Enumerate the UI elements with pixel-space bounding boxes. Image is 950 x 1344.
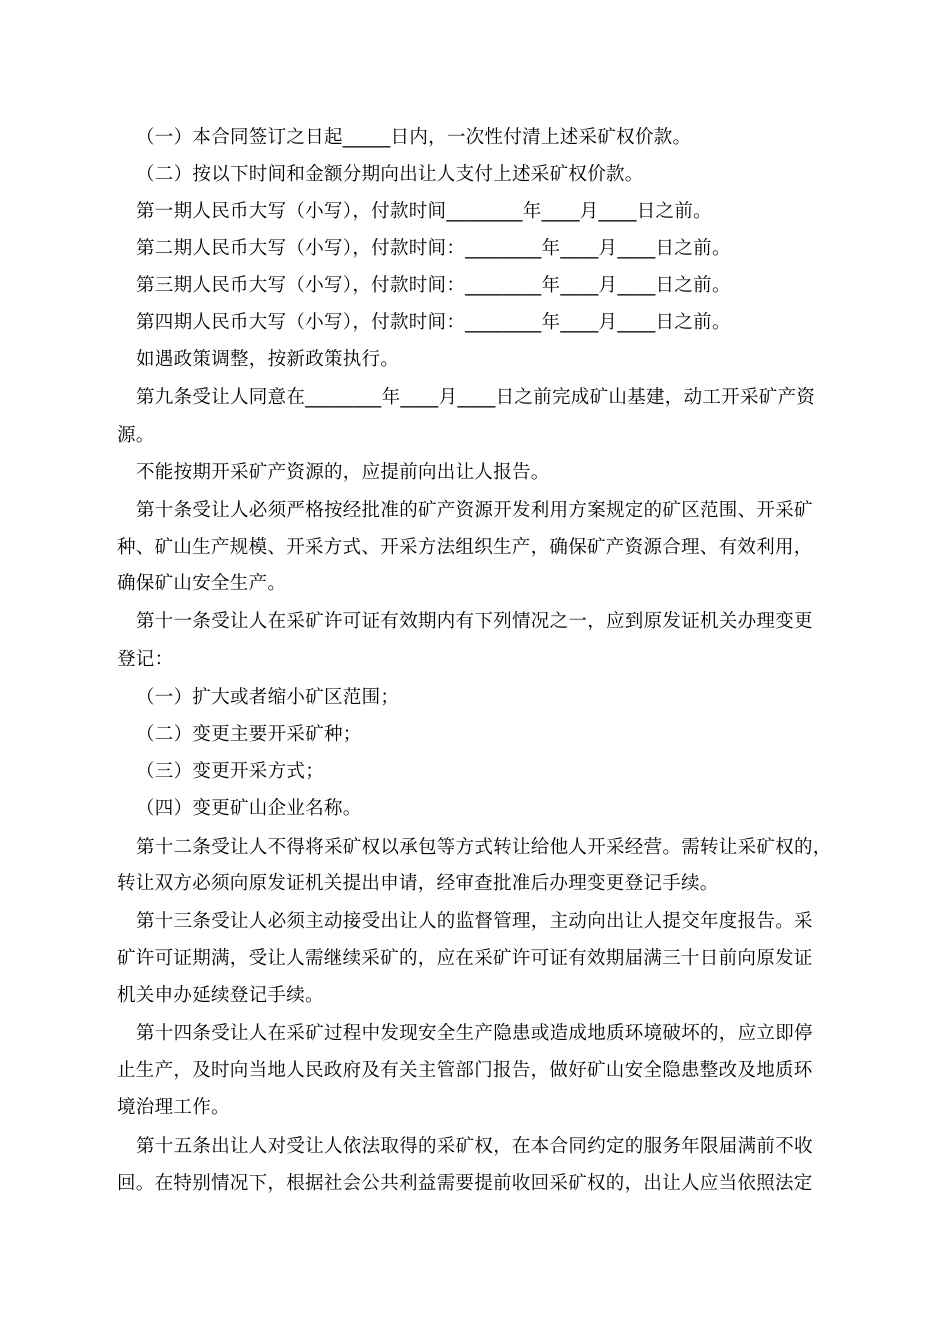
- paragraph-line: 第十条受让人必须严格按经批准的矿产资源开发利用方案规定的矿区范围、开采矿: [136, 500, 813, 521]
- paragraph-line: 矿许可证期满，受让人需继续采矿的，应在采矿许可证有效期届满三十日前向原发证: [117, 948, 813, 969]
- paragraph-line: 不能按期开采矿产资源的，应提前向出让人报告。: [136, 462, 550, 483]
- paragraph-line: 第十二条受让人不得将采矿权以承包等方式转让给他人开采经营。需转让采矿权的，: [136, 837, 832, 858]
- paragraph-line: 第十一条受让人在采矿许可证有效期内有下列情况之一，应到原发证机关办理变更: [136, 611, 813, 632]
- paragraph-line: 源。: [117, 425, 155, 446]
- paragraph-line: 种、矿山生产规模、开采方式、开采方法组织生产，确保矿产资源合理、有效利用，: [117, 537, 813, 558]
- paragraph-line: 止生产，及时向当地人民政府及有关主管部门报告，做好矿山安全隐患整改及地质环: [117, 1060, 813, 1081]
- paragraph-line: （二）变更主要开采矿种；: [136, 724, 362, 745]
- paragraph-line: 如遇政策调整，按新政策执行。: [136, 349, 400, 370]
- paragraph-line: 境治理工作。: [117, 1097, 230, 1118]
- paragraph-line: 回。在特别情况下，根据社会公共利益需要提前收回采矿权的，出让人应当依照法定: [117, 1173, 813, 1194]
- paragraph-line: （二）按以下时间和金额分期向出让人支付上述采矿权价款。: [136, 164, 644, 185]
- paragraph-line: 确保矿山安全生产。: [117, 573, 287, 594]
- paragraph-line: 第三期人民币大写（小写），付款时间：________年____月____日之前。: [136, 275, 731, 296]
- paragraph-line: 第十五条出让人对受让人依法取得的采矿权，在本合同约定的服务年限届满前不收: [136, 1136, 813, 1157]
- paragraph-line: （三）变更开采方式；: [136, 761, 325, 782]
- paragraph-line: 机关申办延续登记手续。: [117, 985, 324, 1006]
- paragraph-line: （一）扩大或者缩小矿区范围；: [136, 687, 400, 708]
- paragraph-line: 第十四条受让人在采矿过程中发现安全生产隐患或造成地质环境破坏的，应立即停: [136, 1023, 813, 1044]
- paragraph-line: 登记：: [117, 649, 174, 670]
- paragraph-line: 第四期人民币大写（小写），付款时间：________年____月____日之前。: [136, 312, 731, 333]
- paragraph-line: （一）本合同签订之日起_____日内，一次性付清上述采矿权价款。: [136, 127, 692, 148]
- paragraph-line: 第二期人民币大写（小写），付款时间：________年____月____日之前。: [136, 238, 731, 259]
- paragraph-line: 转让双方必须向原发证机关提出申请，经审查批准后办理变更登记手续。: [117, 873, 719, 894]
- paragraph-line: 第十三条受让人必须主动接受出让人的监督管理，主动向出让人提交年度报告。采: [136, 911, 813, 932]
- paragraph-line: 第九条受让人同意在________年____月____日之前完成矿山基建，动工开采矿产资: [136, 387, 816, 408]
- paragraph-line: （四）变更矿山企业名称。: [136, 798, 362, 819]
- paragraph-line: 第一期人民币大写（小写），付款时间________年____月____日之前。: [136, 201, 712, 222]
